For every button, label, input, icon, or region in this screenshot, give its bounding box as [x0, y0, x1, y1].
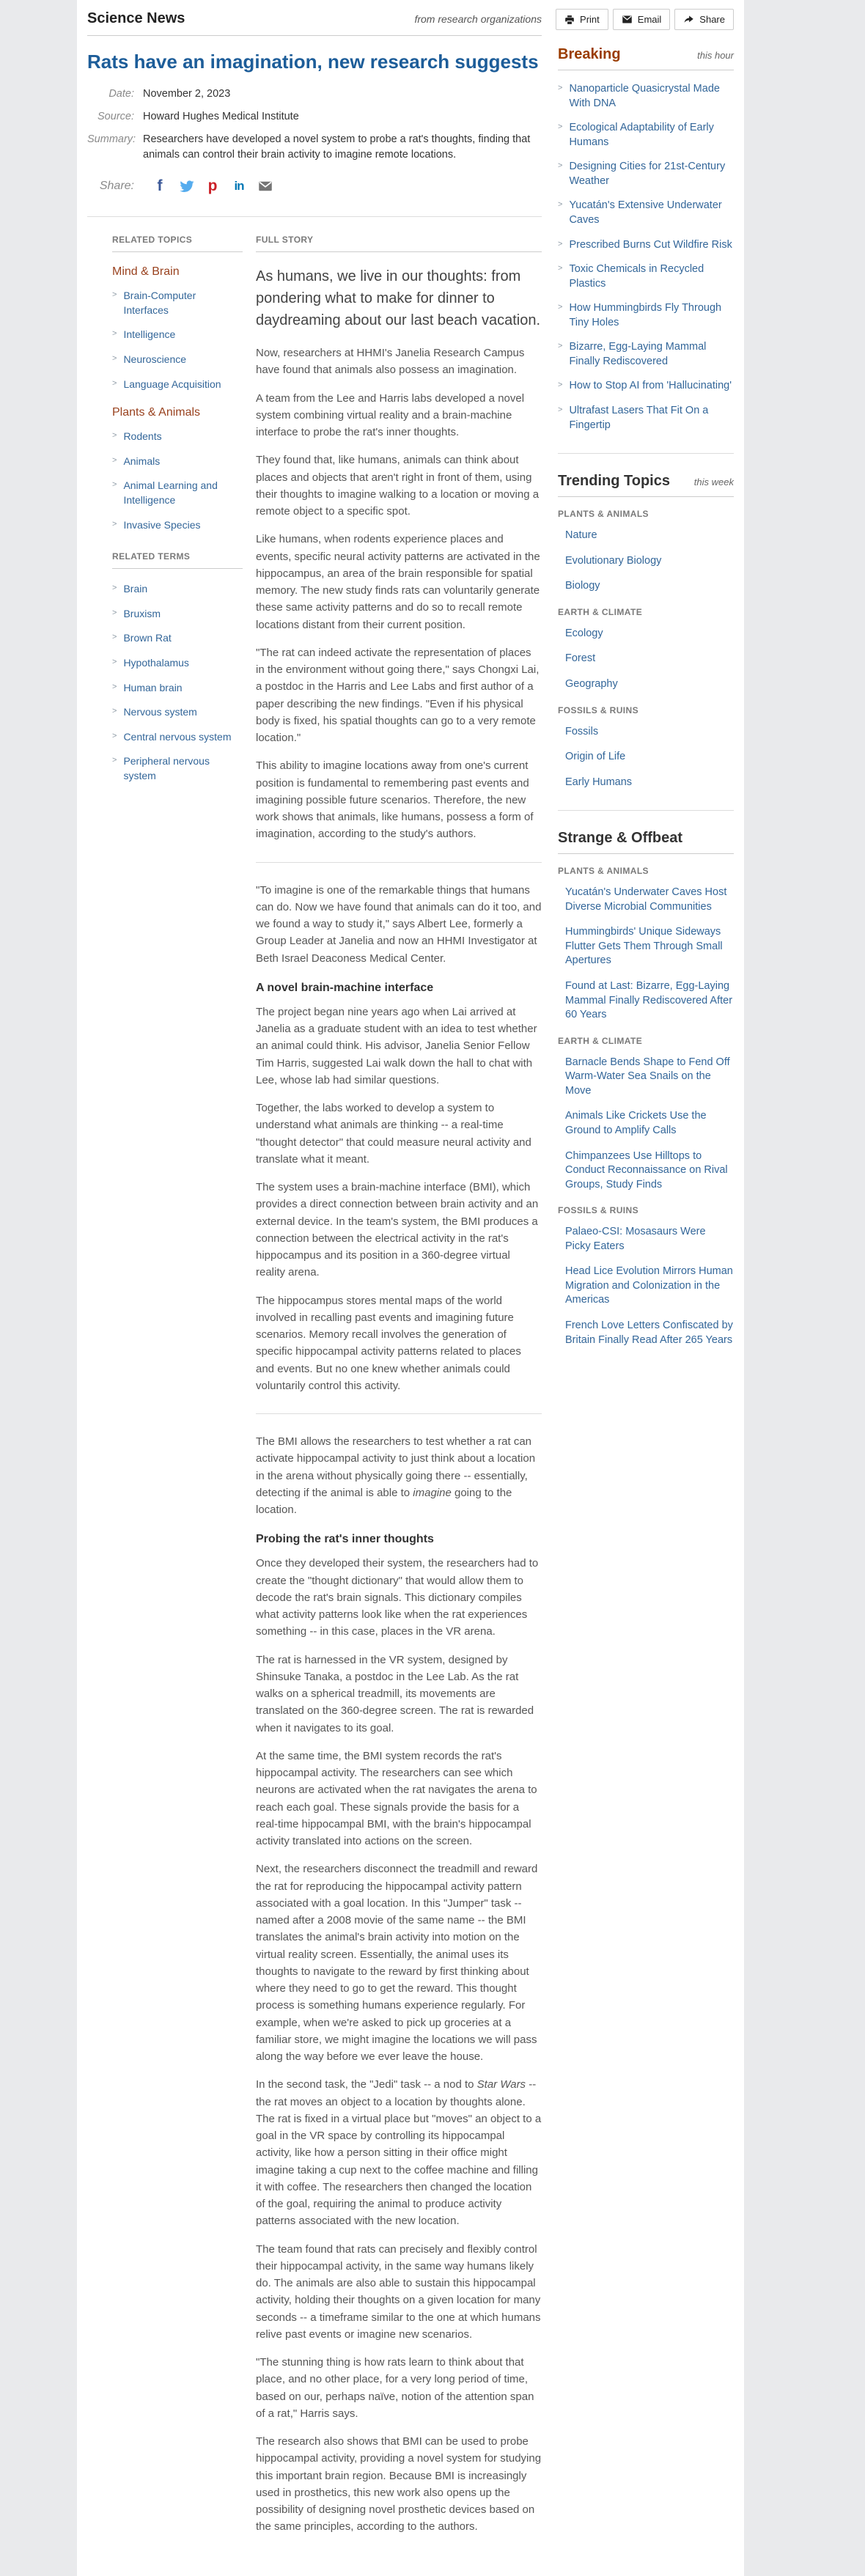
right-sidebar: [558, 0, 734, 2547]
text-run: The project began nine years ago when Lai arrived at Janelia as a graduate student with an idea to test whether an animal could think. His advisor, Janelia Senior Fellow Tim Harris, suggested Lai walk down the hall to chat with Lee, whose lab had similar questions.: [256, 1005, 537, 1086]
breaking-news-label: Ultrafast Lasers That Fit On a Fingertip: [569, 405, 709, 431]
text-run: "To imagine is one of the remarkable things that humans can do. Now we have found that animals can do it too, and we found a way to study it," says Albert Lee, formerly a Group Leader at Janelia and now an HHMI Investigator at Beth Israel Deaconess Medical Center.: [256, 883, 542, 965]
trending-time-label: this week: [693, 476, 734, 488]
story-paragraph: [256, 1179, 542, 1281]
trending-topic-link[interactable]: Ecology: [565, 627, 603, 639]
related-topic-link[interactable]: [112, 479, 243, 507]
chevron-right-icon: >: [558, 380, 563, 390]
related-term-link[interactable]: [112, 705, 243, 720]
chevron-right-icon: >: [558, 239, 563, 249]
breaking-section: [558, 46, 734, 433]
breaking-news-link[interactable]: [558, 404, 734, 433]
related-sidebar: [112, 235, 243, 2547]
trending-topic-link[interactable]: Biology: [565, 580, 600, 592]
strange-offbeat-link[interactable]: Hummingbirds' Unique Sideways Flutter Gets Them Through Small Apertures: [565, 926, 723, 967]
chevron-right-icon: >: [112, 431, 117, 441]
text-run: Together, the labs worked to develop a system to understand what animals are thinking -- a real-time "thought detector" that could measure neural activity and translate what it meant.: [256, 1102, 531, 1166]
source-value: Howard Hughes Medical Institute: [143, 110, 299, 122]
strange-offbeat-list: [558, 866, 734, 1347]
breaking-news-link[interactable]: [558, 340, 734, 369]
email-label: Email: [637, 14, 662, 25]
trending-topic-link[interactable]: Origin of Life: [565, 751, 626, 763]
related-term-link-label: Nervous system: [123, 706, 197, 718]
text-run: "The stunning thing is how rats learn to think about that place, and no other place, for a very long period of time, based on our, perhaps naïve, notion of the attention span of a rat," Harris says.: [256, 2356, 534, 2420]
breaking-news-label: Bizarre, Egg-Laying Mammal Finally Rediscovered: [569, 341, 707, 367]
related-terms-label: RELATED TERMS: [112, 551, 243, 569]
story-paragraph: [256, 390, 542, 441]
chevron-right-icon: >: [112, 707, 117, 716]
related-term-link[interactable]: [112, 730, 243, 745]
breaking-header: [558, 46, 734, 70]
text-run: In the second task, the "Jedi" task -- a nod to: [256, 2078, 477, 2091]
related-term-link-label: Bruxism: [123, 607, 161, 619]
chevron-right-icon: >: [112, 378, 117, 388]
story-paragraph: [256, 2354, 542, 2422]
trending-topic-link[interactable]: Evolutionary Biology: [565, 554, 662, 567]
chevron-right-icon: >: [112, 455, 117, 465]
email-share-icon[interactable]: [257, 178, 273, 194]
section-tagline: from research organizations: [414, 13, 542, 25]
page-card: [77, 0, 744, 2576]
twitter-icon[interactable]: [178, 178, 194, 194]
share-icon: [683, 14, 694, 25]
summary-value: Researchers have developed a novel system to probe a rat's thoughts, finding that animals can control their brain activity to imagine remote locations.: [143, 133, 531, 161]
strange-offbeat-link[interactable]: Animals Like Crickets Use the Ground to Amplify Calls: [565, 1110, 707, 1136]
strange-category-label: EARTH & CLIMATE: [558, 1035, 643, 1046]
chevron-right-icon: >: [112, 608, 117, 617]
text-run: At the same time, the BMI system records the rat's hippocampal activity. The researchers can see which neurons are activated when the rat navigates the arena to reach each goal. These signals provide the basis for a real-time hippocampal BMI, with the brain's hippocampal activity translated into actions on the screen.: [256, 1749, 537, 1848]
envelope-glyph: [258, 179, 273, 194]
trending-topic-link[interactable]: Early Humans: [565, 776, 633, 788]
share-label: Share:: [99, 180, 134, 193]
story-paragraph: [256, 644, 542, 747]
related-term-link-label: Brown Rat: [123, 632, 172, 644]
email-icon: [622, 14, 633, 25]
page-title: Rats have an imagination, new research suggests: [87, 51, 539, 73]
strange-offbeat-link[interactable]: Palaeo-CSI: Mosasaurs Were Picky Eaters: [565, 1226, 706, 1252]
related-topics-label: RELATED TOPICS: [112, 235, 243, 252]
chevron-right-icon: >: [112, 480, 117, 490]
related-topic-link-label: Invasive Species: [123, 518, 201, 531]
trending-header: [558, 473, 734, 497]
related-topic-link[interactable]: [112, 328, 243, 342]
trending-category-label: EARTH & CLIMATE: [558, 606, 643, 617]
chevron-right-icon: >: [112, 584, 117, 593]
date-label: Date:: [108, 88, 134, 100]
story-paragraph: [256, 1861, 542, 2065]
chevron-right-icon: >: [112, 519, 117, 529]
linkedin-icon[interactable]: [231, 178, 247, 194]
strange-offbeat-title: Strange & Offbeat: [558, 830, 683, 847]
text-run: -- the rat moves an object to a location by thoughts alone. The rat is fixed in a virtual place but "moves" an object to a goal in the VR space by controlling its hippocampal activity, like how a person sitting in their office might imagine taking a cup next to the coffee machine and filling it with coffee. The researchers then changed the location of the goal, requiring the animal to produce activity patterns associated with the new location.: [256, 2078, 542, 2228]
section-header: [87, 0, 542, 36]
italic-text-run: imagine: [413, 1486, 452, 1499]
related-topic-link[interactable]: [112, 518, 243, 533]
breaking-news-label: Nanoparticle Quasicrystal Made With DNA: [569, 83, 720, 109]
breaking-news-link[interactable]: [558, 160, 734, 188]
story-paragraph: [256, 1004, 542, 1089]
chevron-right-icon: >: [112, 353, 117, 363]
strange-offbeat-section: [558, 810, 734, 1347]
print-button[interactable]: [556, 9, 608, 30]
story-divider: [256, 862, 542, 863]
text-run: Like humans, when rodents experience places and events, specific neural activity patterns are activated in the hippocampus, an area of the brain responsible for spatial memory. The new study finds rats can voluntarily generate these same activity patterns and do so to recall remote locations distant from their current position.: [256, 533, 540, 631]
source-label: Source:: [97, 110, 134, 122]
lead-paragraph: As humans, we live in our thoughts: from pondering what to make for dinner to daydreaming about our last beach vacation.: [256, 268, 541, 329]
trending-topic-link[interactable]: Geography: [565, 677, 618, 690]
story-subheading: A novel brain-machine interface: [256, 981, 434, 994]
italic-text-run: Star Wars: [476, 2078, 526, 2091]
linkedin-glyph: in: [234, 179, 244, 194]
text-run: Next, the researchers disconnect the treadmill and reward the rat for reproducing the hippocampal activity pattern associated with a goal location. In this "Jumper" task -- named after a 2008 movie of the same name -- the BMI translates the animal's brain activity into motion on the virtual reality screen. Essentially, the animal uses its thoughts to navigate to the reward by first thinking about where they need to go to get the reward. This thought process is something humans experience regularly. For example, when we're asked to pick up groceries at a familiar store, we might imagine the locations we will pass along the way before we ever leave the house.: [256, 1863, 538, 2064]
breaking-list: [558, 82, 734, 433]
breaking-news-link[interactable]: [558, 262, 734, 291]
strange-category-label: FOSSILS & RUINS: [558, 1205, 639, 1216]
related-topic-link[interactable]: [112, 430, 243, 444]
related-term-link-label: Human brain: [123, 681, 183, 693]
pinterest-glyph: p: [207, 177, 218, 195]
related-term-link[interactable]: [112, 631, 243, 646]
full-story-column: [256, 235, 542, 2547]
related-term-link[interactable]: [112, 656, 243, 671]
meta-summary-row: [87, 132, 542, 164]
story-paragraph: [256, 757, 542, 842]
trending-topic-link[interactable]: Fossils: [565, 725, 599, 737]
trending-title: Trending Topics: [558, 473, 670, 490]
related-category-heading[interactable]: Plants & Animals: [112, 406, 201, 419]
share-row: [87, 178, 542, 194]
story-paragraph: [256, 2241, 542, 2344]
text-run: going to the location.: [256, 1486, 512, 1517]
article-column: [87, 0, 542, 2547]
chevron-right-icon: >: [112, 756, 117, 765]
related-terms-list: [112, 582, 243, 783]
related-topic-link[interactable]: [112, 455, 243, 469]
print-icon: [564, 15, 575, 25]
breaking-time-label: this hour: [697, 50, 734, 61]
related-topic-link-label: Brain-Computer Interfaces: [123, 290, 196, 316]
related-topic-link-label: Animals: [123, 455, 161, 467]
text-run: "The rat can indeed activate the representation of places in the environment without going there," says Chongxi Lai, a postdoc in the Harris and Lee Labs and first author of a paper describing the new findings. "Even if his physical body is fixed, his spatial thoughts can go to a very remote location.": [256, 646, 540, 745]
breaking-news-link[interactable]: [558, 301, 734, 330]
related-topic-link-label: Neuroscience: [123, 353, 187, 365]
summary-label: Summary:: [87, 133, 136, 145]
share-icons: [152, 178, 273, 194]
breaking-title: Breaking: [558, 46, 621, 62]
story-paragraph: [256, 1748, 542, 1850]
strange-offbeat-header: [558, 830, 734, 854]
pinterest-icon[interactable]: [205, 178, 221, 194]
related-term-link-label: Peripheral nervous system: [123, 755, 210, 781]
story-body: [256, 345, 542, 2536]
related-topic-groups: [112, 265, 243, 532]
story-paragraph: [256, 2076, 542, 2229]
chevron-right-icon: >: [558, 303, 563, 312]
story-paragraph: [256, 2433, 542, 2536]
story-paragraph: [256, 1100, 542, 1168]
share-button-label: Share: [699, 14, 725, 25]
text-run: A team from the Lee and Harris labs developed a novel system combining virtual reality and a brain-machine interface to probe the rat's inner thoughts.: [256, 391, 525, 439]
breaking-news-label: How to Stop AI from 'Hallucinating': [569, 380, 732, 392]
related-topic-link[interactable]: [112, 378, 243, 392]
breaking-news-label: Ecological Adaptability of Early Humans: [569, 122, 714, 148]
full-story-label: FULL STORY: [256, 235, 542, 252]
trending-category-label: FOSSILS & RUINS: [558, 704, 639, 715]
facebook-icon[interactable]: [152, 178, 168, 194]
text-run: The system uses a brain-machine interface (BMI), which provides a direct connection between brain activity and an external device. In the team's system, the BMI produces a connection between the electrical activity in the rat's hippocampus and its position in a 360-degree virtual reality arena.: [256, 1181, 539, 1279]
meta-date-row: [87, 87, 542, 103]
share-button[interactable]: [674, 9, 734, 30]
breaking-news-link[interactable]: [558, 238, 734, 253]
related-term-link[interactable]: [112, 754, 243, 783]
breaking-news-link[interactable]: [558, 379, 734, 394]
chevron-right-icon: >: [558, 200, 563, 210]
related-topic-link-label: Rodents: [123, 430, 162, 443]
strange-offbeat-link[interactable]: Barnacle Bends Shape to Fend Off Warm-Water Sea Snails on the Move: [565, 1056, 730, 1097]
chevron-right-icon: >: [558, 264, 563, 273]
trending-topic-link[interactable]: Forest: [565, 652, 596, 665]
trending-category-label: PLANTS & ANIMALS: [558, 509, 649, 520]
story-paragraph: [256, 1292, 542, 1395]
breaking-news-link[interactable]: [558, 82, 734, 111]
text-run: Now, researchers at HHMI's Janelia Research Campus have found that animals also possess an imagination.: [256, 347, 525, 377]
facebook-glyph: f: [157, 177, 163, 195]
related-topic-link[interactable]: [112, 289, 243, 317]
trending-topic-link[interactable]: Nature: [565, 529, 597, 542]
chevron-right-icon: >: [558, 405, 563, 414]
breaking-news-label: Prescribed Burns Cut Wildfire Risk: [569, 238, 732, 251]
chevron-right-icon: >: [558, 161, 563, 171]
strange-offbeat-link[interactable]: Chimpanzees Use Hilltops to Conduct Reconnaissance on Rival Groups, Study Finds: [565, 1149, 728, 1191]
related-topic-link-label: Intelligence: [123, 328, 176, 341]
related-term-link-label: Central nervous system: [123, 730, 232, 743]
story-paragraph: [256, 1652, 542, 1737]
breaking-news-link[interactable]: [558, 199, 734, 227]
breaking-news-label: How Hummingbirds Fly Through Tiny Holes: [569, 302, 722, 328]
strange-offbeat-link[interactable]: Yucatán's Underwater Caves Host Diverse Microbial Communities: [565, 886, 727, 913]
text-run: This ability to imagine locations away from one's current position is fundamental to remembering past events and imagining possible future scenarios. Therefore, the new work shows that animals, like humans, possess a form of imagination, according to the study's authors.: [256, 759, 534, 841]
chevron-right-icon: >: [558, 122, 563, 132]
related-term-link[interactable]: [112, 582, 243, 597]
related-term-link[interactable]: [112, 681, 243, 696]
related-topic-link-label: Animal Learning and Intelligence: [123, 479, 218, 506]
related-term-link-label: Hypothalamus: [123, 656, 189, 669]
breaking-news-label: Yucatán's Extensive Underwater Caves: [569, 199, 722, 226]
story-paragraph: [256, 345, 542, 379]
chevron-right-icon: >: [112, 731, 117, 740]
trending-list: [558, 509, 734, 790]
related-term-link-label: Brain: [123, 583, 148, 595]
text-run: The research also shows that BMI can be used to probe hippocampal activity, providing a novel system for studying this important brain region. Because BMI is increasingly used in prosthetics, this new work also opens up the possibility of designing novel prosthetic devices based on the same principles, according to the authors.: [256, 2435, 542, 2533]
chevron-right-icon: >: [112, 290, 117, 300]
text-run: The hippocampus stores mental maps of the world involved in recalling past events and imagining future scenarios. Memory recall involves the generation of specific hippocampal activity patterns related to places and events. But no one knew whether animals could voluntarily control this activity.: [256, 1294, 521, 1392]
related-category-heading[interactable]: Mind & Brain: [112, 265, 180, 279]
chevron-right-icon: >: [558, 342, 563, 351]
trending-section: [558, 453, 734, 790]
email-button[interactable]: [613, 9, 671, 30]
story-paragraph: [256, 452, 542, 520]
text-run: The rat is harnessed in the VR system, designed by Shinsuke Tanaka, a postdoc in the Lee Lab. As the rat walks on a spherical treadmill, its movements are translated on the 360-degree screen. The rat is rewarded when it navigates to its goal.: [256, 1653, 534, 1734]
related-term-link[interactable]: [112, 607, 243, 622]
strange-offbeat-link[interactable]: Head Lice Evolution Mirrors Human Migration and Colonization in the Americas: [565, 1265, 733, 1306]
chevron-right-icon: >: [112, 633, 117, 642]
date-value: November 2, 2023: [143, 88, 231, 100]
chevron-right-icon: >: [112, 657, 117, 666]
page-actions: [558, 9, 734, 30]
story-divider: [256, 1413, 542, 1414]
breaking-news-label: Toxic Chemicals in Recycled Plastics: [569, 263, 704, 290]
print-label: Print: [580, 14, 600, 25]
section-brand: Science News: [87, 10, 185, 26]
twitter-bird-glyph: [179, 179, 194, 194]
strange-category-label: PLANTS & ANIMALS: [558, 866, 649, 877]
related-topic-link-label: Language Acquisition: [123, 378, 221, 390]
strange-offbeat-link[interactable]: Found at Last: Bizarre, Egg-Laying Mammal Finally Rediscovered After 60 Years: [565, 980, 733, 1021]
meta-source-row: [87, 109, 542, 125]
chevron-right-icon: >: [112, 329, 117, 339]
chevron-right-icon: >: [112, 682, 117, 691]
breaking-news-label: Designing Cities for 21st-Century Weather: [569, 161, 726, 187]
related-topic-link[interactable]: [112, 353, 243, 367]
strange-offbeat-link[interactable]: French Love Letters Confiscated by Britain Finally Read After 265 Years: [565, 1320, 733, 1346]
story-paragraph: [256, 1555, 542, 1640]
story-paragraph: [256, 882, 542, 967]
chevron-right-icon: >: [558, 84, 563, 92]
text-run: They found that, like humans, animals can think about places and objects that aren't right in front of them, using their thoughts to imagine walking to a location or moving a remote object to a specific spot.: [256, 454, 540, 518]
breaking-news-link[interactable]: [558, 121, 734, 150]
text-run: Once they developed their system, the researchers had to create the "thought dictionary" that would allow them to decode the rat's brain signals. This dictionary compiles what activity patterns look like when the rat experiences something -- in this case, places in the VR arena.: [256, 1557, 539, 1638]
story-paragraph: [256, 1433, 542, 1518]
text-run: The team found that rats can precisely and flexibly control their hippocampal activity, in the same way humans likely do. The animals are also able to sustain this hippocampal activity, holding their thoughts on a given location for many seconds -- a timeframe similar to the one at which humans relive past events or imagine new scenarios.: [256, 2242, 541, 2341]
story-subheading: Probing the rat's inner thoughts: [256, 1533, 434, 1546]
text-run: The BMI allows the researchers to test whether a rat can activate hippocampal activity to just think about a location in the arena without physically going there -- essentially, detecting if the animal is able to: [256, 1435, 536, 1499]
story-paragraph: [256, 531, 542, 633]
